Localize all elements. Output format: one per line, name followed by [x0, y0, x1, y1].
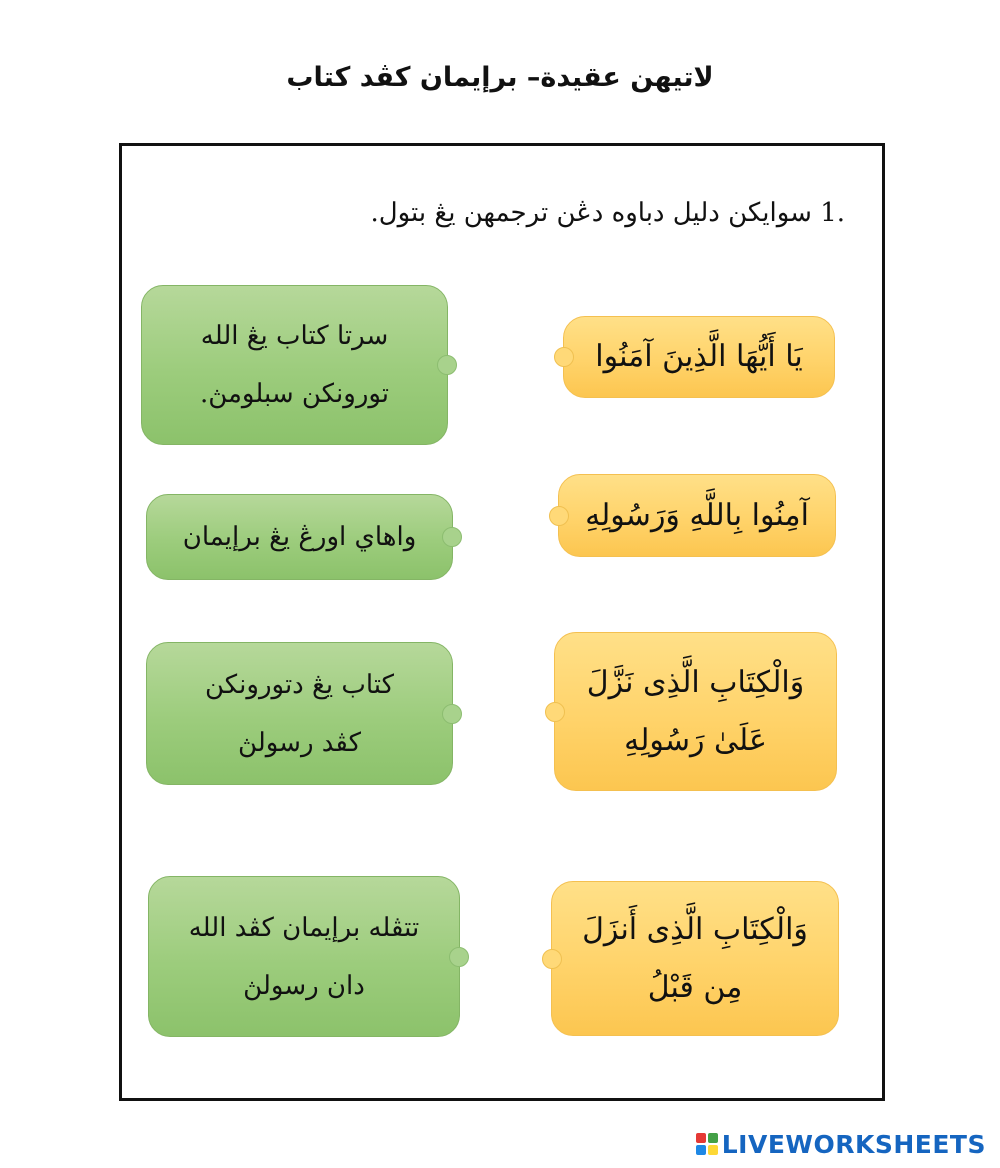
- logo-square: [696, 1133, 706, 1143]
- verse-card-4[interactable]: [551, 881, 839, 1036]
- translation-card-2-line1: واهاي اورڠ يڠ برإيمان: [182, 522, 417, 552]
- instruction: [325, 198, 845, 242]
- verse-card-1[interactable]: [563, 316, 835, 398]
- liveworksheets-logo-text: LIVEWORKSHEETS: [721, 1129, 986, 1159]
- translation-card-3[interactable]: [146, 642, 453, 785]
- verse-card-2-line1: آمِنُوا بِاللَّهِ وَرَسُولِهِ: [585, 497, 809, 533]
- verse-card-3-line1: وَالْكِتَابِ الَّذِى نَزَّلَ: [586, 664, 805, 700]
- liveworksheets-logo-icon: [696, 1133, 718, 1155]
- translation-card-4[interactable]: [148, 876, 460, 1037]
- translation-card-3-line1: كتاب يڠ دتورونكن: [205, 669, 394, 700]
- verse-card-1-line1: يَا أَيُّهَا الَّذِينَ آمَنُوا: [595, 339, 803, 374]
- verse-card-4-line2: مِن قَبْلُ: [647, 969, 743, 1005]
- logo-square: [708, 1145, 718, 1155]
- instruction-number: 1.: [820, 198, 845, 228]
- connector-dot[interactable]: [542, 949, 562, 969]
- connector-dot[interactable]: [549, 506, 569, 526]
- translation-card-4-line2: دان رسولڽ: [243, 970, 365, 1001]
- connector-dot[interactable]: [442, 704, 462, 724]
- connector-dot[interactable]: [442, 527, 462, 547]
- translation-card-4-line1: تتڤله برإيمان كڤد الله: [188, 912, 420, 943]
- liveworksheets-logo[interactable]: [696, 1130, 986, 1158]
- translation-card-1-line1: سرتا كتاب يڠ الله: [200, 321, 389, 351]
- instruction-text: سوايكن دليل دباوه دڠن ترجمهن يڠ بتول.: [370, 198, 812, 228]
- verse-card-4-line1: وَالْكِتَابِ الَّذِى أَنزَلَ: [582, 911, 808, 947]
- verse-card-2[interactable]: [558, 474, 836, 557]
- connector-dot[interactable]: [545, 702, 565, 722]
- connector-dot[interactable]: [449, 947, 469, 967]
- verse-card-3[interactable]: [554, 632, 837, 791]
- connector-dot[interactable]: [437, 355, 457, 375]
- translation-card-3-line2: كڤد رسولڽ: [238, 727, 361, 758]
- logo-square: [696, 1145, 706, 1155]
- connector-dot[interactable]: [554, 347, 574, 367]
- translation-card-1-line2: تورونكن سبلومڽ.: [199, 379, 390, 409]
- logo-square: [708, 1133, 718, 1143]
- verse-card-3-line2: عَلَىٰ رَسُولِهِ: [624, 722, 767, 758]
- worksheet-title: لاتيهن عقيدة– برإيمان كڤد كتاب: [286, 62, 714, 93]
- translation-card-2[interactable]: [146, 494, 453, 580]
- translation-card-1[interactable]: [141, 285, 448, 445]
